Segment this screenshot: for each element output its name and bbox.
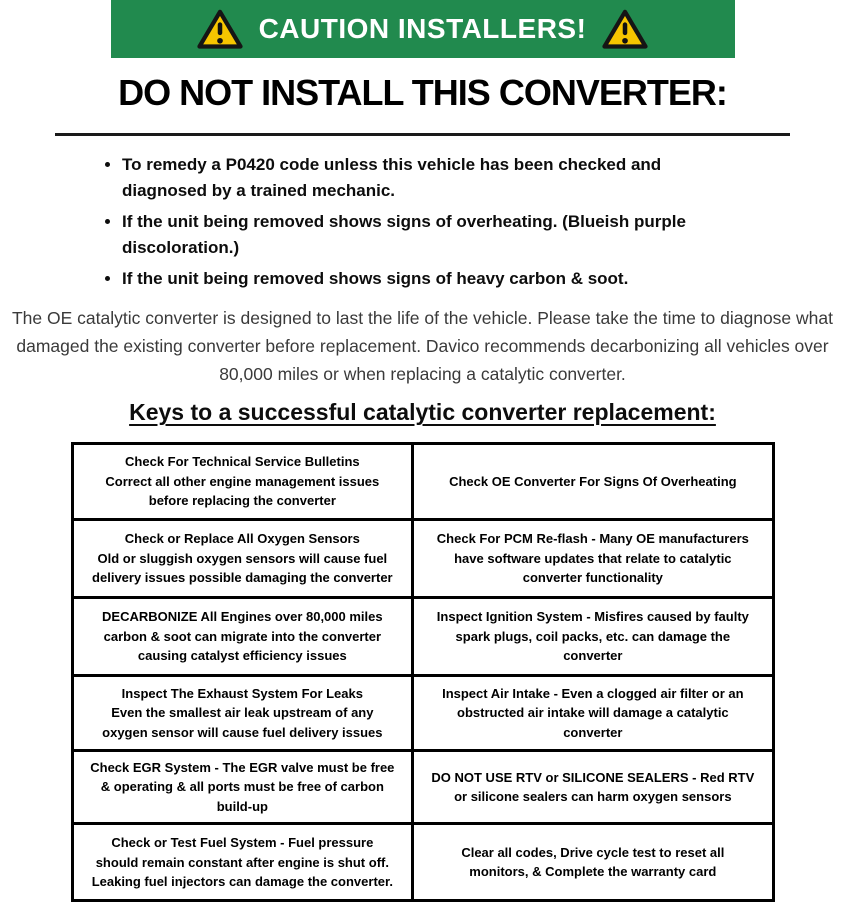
checklist-cell: DECARBONIZE All Engines over 80,000 miles carbon & soot can migrate into the converter causing catalyst efficiency issues (72, 597, 413, 675)
checklist-cell: DO NOT USE RTV or SILICONE SEALERS - Red RTV or silicone sealers can harm oxygen sensors (413, 750, 773, 824)
checklist-cell: Check For Technical Service Bulletins Correct all other engine management issues before replacing the converter (72, 443, 413, 519)
checklist-cell: Inspect Air Intake - Even a clogged air filter or an obstructed air intake will damage a catalytic converter (413, 675, 773, 750)
intro-paragraph: The OE catalytic converter is designed to last the life of the vehicle. Please take the time to diagnose what damaged the existing converter before replacement. Davico recommends decarbonizing all vehicles over 80,000 miles or when replacing a catalytic converter. (11, 307, 833, 384)
checklist-cell: Clear all codes, Drive cycle test to reset all monitors, & Complete the warranty card (413, 824, 773, 901)
warning-item: • If the unit being removed shows signs of heavy carbon & soot. (122, 266, 712, 292)
table-row (72, 443, 773, 519)
table-row (72, 519, 773, 597)
divider (55, 133, 790, 136)
table-row (72, 750, 773, 824)
warning-list (100, 152, 712, 292)
warning-item: • If the unit being removed shows signs of overheating. (Blueish purple discoloration.) (122, 209, 712, 260)
table-row (72, 824, 773, 901)
checklist-table (71, 442, 775, 903)
banner-title: CAUTION INSTALLERS! (258, 13, 587, 44)
checklist-cell: Check or Test Fuel System - Fuel pressure should remain constant after engine is shut off. Leaking fuel injectors can damage the converter. (72, 824, 413, 901)
keys-heading: Keys to a successful catalytic converter replacement: (129, 398, 716, 425)
checklist-cell: Inspect Ignition System - Misfires caused by faulty spark plugs, coil packs, etc. can damage the converter (413, 597, 773, 675)
warning-item: • To remedy a P0420 code unless this vehicle has been checked and diagnosed by a trained mechanic. (122, 152, 712, 203)
page-title: DO NOT INSTALL THIS CONVERTER: (118, 72, 727, 113)
checklist-cell: Inspect The Exhaust System For Leaks Even the smallest air leak upstream of any oxygen sensor will cause fuel delivery issues (72, 675, 413, 750)
checklist-cell: Check OE Converter For Signs Of Overheating (413, 443, 773, 519)
checklist-cell: Check For PCM Re-flash - Many OE manufacturers have software updates that relate to catalytic converter functionality (413, 519, 773, 597)
caution-banner (111, 0, 735, 58)
checklist-cell: Check EGR System - The EGR valve must be free & operating & all ports must be free of carbon build-up (72, 750, 413, 824)
warning-triangle-icon (197, 9, 243, 50)
checklist-cell: Check or Replace All Oxygen Sensors Old or sluggish oxygen sensors will cause fuel delivery issues possible damaging the converter (72, 519, 413, 597)
table-row (72, 597, 773, 675)
warning-triangle-icon (602, 9, 648, 50)
table-row (72, 675, 773, 750)
